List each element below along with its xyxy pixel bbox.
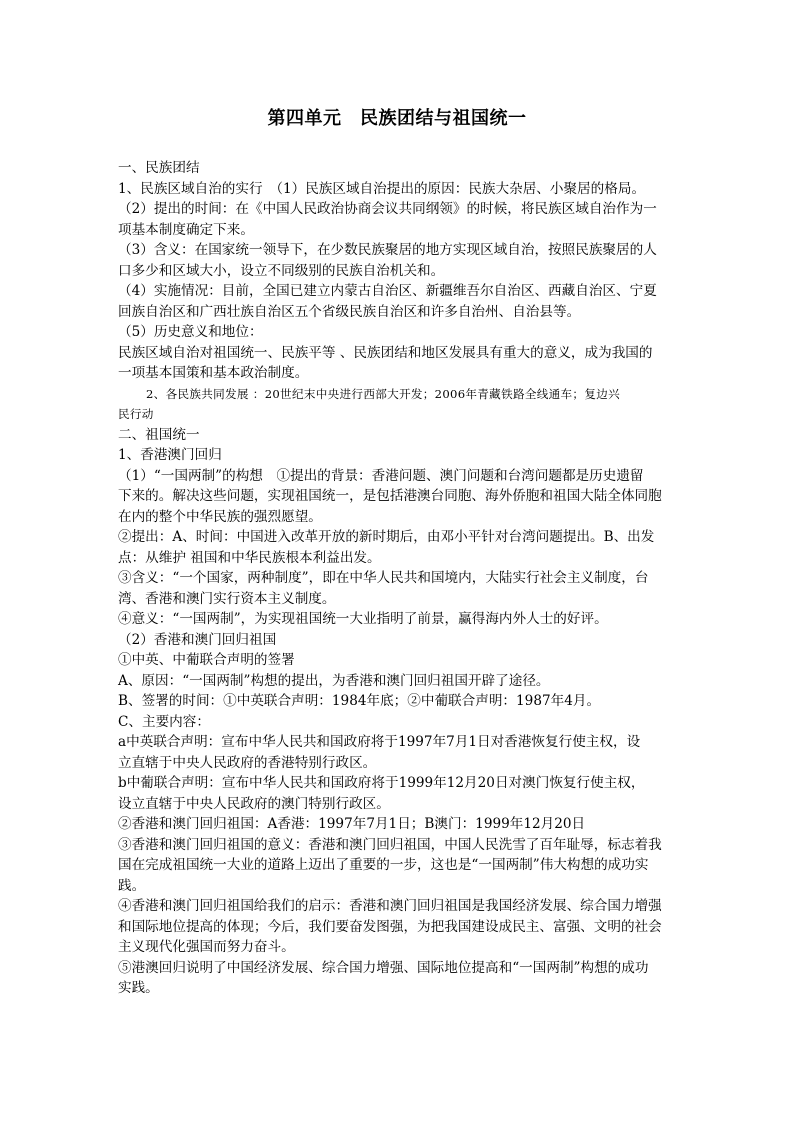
text-line: （1）“一国两制”的构想 ①提出的背景：香港问题、澳门问题和台湾问题都是历史遗留 bbox=[118, 467, 644, 484]
text-line: 和国际地位提高的体现；今后，我们要奋发图强，为把我国建设成民主、富强、文明的社会 bbox=[118, 918, 662, 935]
text-line: 国在完成祖国统一大业的道路上迈出了重要的一步，这也是“一国两制”伟大构想的成功实 bbox=[118, 857, 649, 873]
text-line: （5）历史意义和地位： bbox=[118, 324, 263, 340]
text-line: ④香港和澳门回归祖国给我们的启示：香港和澳门回归祖国是我国经济发展、综合国力增强 bbox=[118, 898, 662, 914]
text-line: （4）实施情况：目前，全国已建立内蒙古自治区、新疆维吾尔自治区、西藏自治区、宁夏 bbox=[118, 283, 657, 299]
text-line: 一项基本国策和基本政治制度。 bbox=[118, 365, 309, 381]
text-line: 一、民族团结 bbox=[118, 160, 200, 176]
page-title: 第四单元 民族团结与祖国统一 bbox=[267, 108, 527, 129]
text-line: 在内的整个中华民族的强烈愿望。 bbox=[118, 508, 322, 525]
document-body bbox=[118, 158, 678, 999]
text-line: 下来的。解决这些问题，实现祖国统一，是包括港澳台同胞、海外侨胞和祖国大陆全体同胞 bbox=[118, 488, 662, 504]
text-line: 践。 bbox=[118, 877, 146, 894]
text-line: 湾、香港和澳门实行资本主义制度。 bbox=[118, 590, 336, 607]
text-line: 2、各民族共同发展 ：20世纪末中央进行西部大开发；2006年青藏铁路全线通车；复边兴 bbox=[146, 386, 621, 401]
text-line: ③香港和澳门回归祖国的意义：香港和澳门回归祖国，中国人民洗雪了百年耻辱，标志着我 bbox=[118, 836, 662, 853]
text-line: （3）含义：在国家统一领导下，在少数民族聚居的地方实现区域自治，按照民族聚居的人 bbox=[118, 242, 657, 258]
text-line: ③含义：“一个国家，两种制度”，即在中华人民共和国境内，大陆实行社会主义制度，台 bbox=[118, 570, 649, 586]
text-line: 设立直辖于中央人民政府的澳门特别行政区。 bbox=[118, 795, 390, 812]
text-line: B、签署的时间：①中英联合声明：1984年底；②中葡联合声明：1987年4月。 bbox=[118, 693, 601, 709]
text-line: 1、香港澳门回归 bbox=[118, 447, 222, 463]
text-line: 点：从维护 祖国和中华民族根本利益出发。 bbox=[118, 549, 381, 566]
text-line: 口多少和区域大小，设立不同级别的民族自治机关和。 bbox=[118, 262, 445, 279]
text-line: 民行动 bbox=[118, 407, 154, 421]
text-line: （2）提出的时间：在《中国人民政治协商会议共同纲领》的时候，将民族区域自治作为一 bbox=[118, 201, 657, 217]
text-line: 1、民族区域自治的实行 （1）民族区域自治提出的原因：民族大杂居、小聚居的格局。 bbox=[118, 180, 646, 197]
text-line: ④意义：“一国两制”，为实现祖国统一大业指明了前景，赢得海内外人士的好评。 bbox=[118, 611, 608, 627]
text-line: 项基本制度确定下来。 bbox=[118, 221, 254, 238]
text-line: A、原因：“一国两制”构想的提出，为香港和澳门回归祖国开辟了途径。 bbox=[118, 672, 550, 689]
text-line: 二、祖国统一 bbox=[118, 426, 200, 443]
text-line: 回族自治区和广西壮族自治区五个省级民族自治区和许多自治州、自治县等。 bbox=[118, 303, 581, 320]
text-line: 立直辖于中央人民政府的香港特别行政区。 bbox=[118, 754, 377, 771]
text-line: b中葡联合声明：宣布中华人民共和国政府将于1999年12月20日对澳门恢复行使主权， bbox=[118, 775, 645, 791]
text-line: 民族区域自治对祖国统一、民族平等 、民族团结和地区发展具有重大的意义，成为我国的 bbox=[118, 344, 653, 361]
text-line: a中英联合声明：宣布中华人民共和国政府将于1997年7月1日对香港恢复行使主权，设 bbox=[118, 734, 641, 750]
text-line: ②香港和澳门回归祖国：A香港：1997年7月1日；B澳门：1999年12月20日 bbox=[118, 816, 586, 832]
text-line: ⑤港澳回归说明了中国经济发展、综合国力增强、国际地位提高和“一国两制”构想的成功 bbox=[118, 959, 649, 976]
text-line: ②提出：A、时间：中国进入改革开放的新时期后，由邓小平针对台湾问题提出。B、出发 bbox=[118, 529, 655, 545]
text-line: 实践。 bbox=[118, 980, 159, 996]
text-line: ①中英、中葡联合声明的签署 bbox=[118, 652, 295, 668]
text-line: C、主要内容： bbox=[118, 713, 210, 730]
text-line: 主义现代化强国而努力奋斗。 bbox=[118, 939, 295, 955]
text-line: （2）香港和澳门回归祖国 bbox=[118, 631, 277, 648]
